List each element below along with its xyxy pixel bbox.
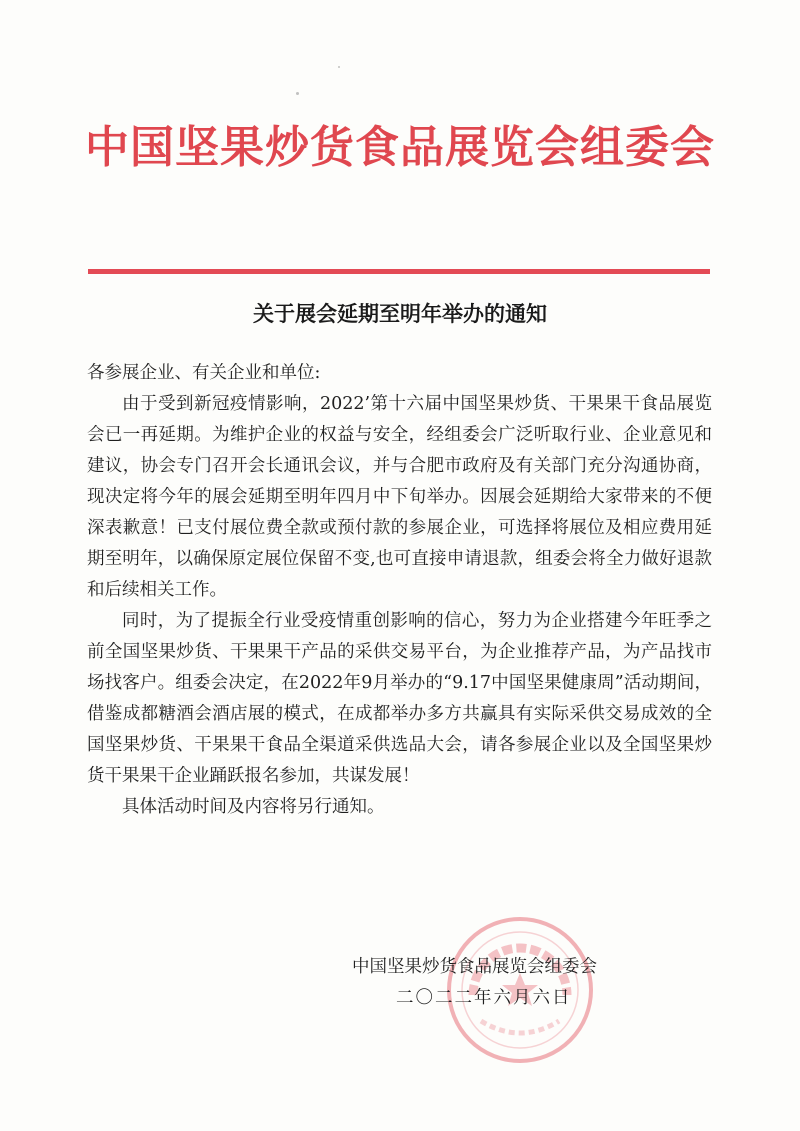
notice-paragraph: 具体活动时间及内容将另行通知。 — [122, 797, 385, 817]
signature-date: 二〇二二年六月六日 — [396, 988, 572, 1008]
signature-block — [340, 952, 670, 1014]
letterhead-red-rule — [88, 269, 710, 274]
letterhead-org-name: 中国坚果炒货食品展览会组委会 — [85, 122, 715, 173]
notice-paragraph: 由于受到新冠疫情影响，2022’第十六届中国坚果炒货、干果果干食品展览会已一再延期。为维护企业的权益与安全，经组委会广泛听取行业、企业意见和建议，协会专门召开会长通讯会议，并与合肥市政府及有关部门充分沟通协商，现决定将今年的展会延期至明年四月中下旬举办。因展会延期给大家带来的不便深表歉意！已支付展位费全款或预付款的参展企业，可选择将展位及相应费用延期至明年，以确保原定展位保留不变,也可直接申请退款，组委会将全力做好退款和后续相关工作。 — [87, 394, 712, 600]
scan-speck — [338, 66, 340, 68]
scan-speck — [296, 92, 299, 95]
notice-salutation: 各参展企业、有关企业和单位: — [87, 363, 321, 383]
notice-paragraph: 同时，为了提振全行业受疫情重创影响的信心，努力为企业搭建今年旺季之前全国坚果炒货、干果果干产品的采供交易平台，为企业推荐产品，为产品找市场找客户。组委会决定，在2022年9月举办的“9.17中国坚果健康周”活动期间，借鉴成都糖酒会酒店展的模式，在成都举办多方共赢具有实际采供交易成效的全国坚果炒货、干果果干食品全渠道采供选品大会，请各参展企业以及全国坚果炒货干果果干企业踊跃报名参加，共谋发展！ — [87, 611, 712, 786]
notice-body — [87, 358, 712, 823]
signature-org: 中国坚果炒货食品展览会组委会 — [352, 957, 597, 977]
notice-title: 关于展会延期至明年举办的通知 — [253, 302, 547, 326]
